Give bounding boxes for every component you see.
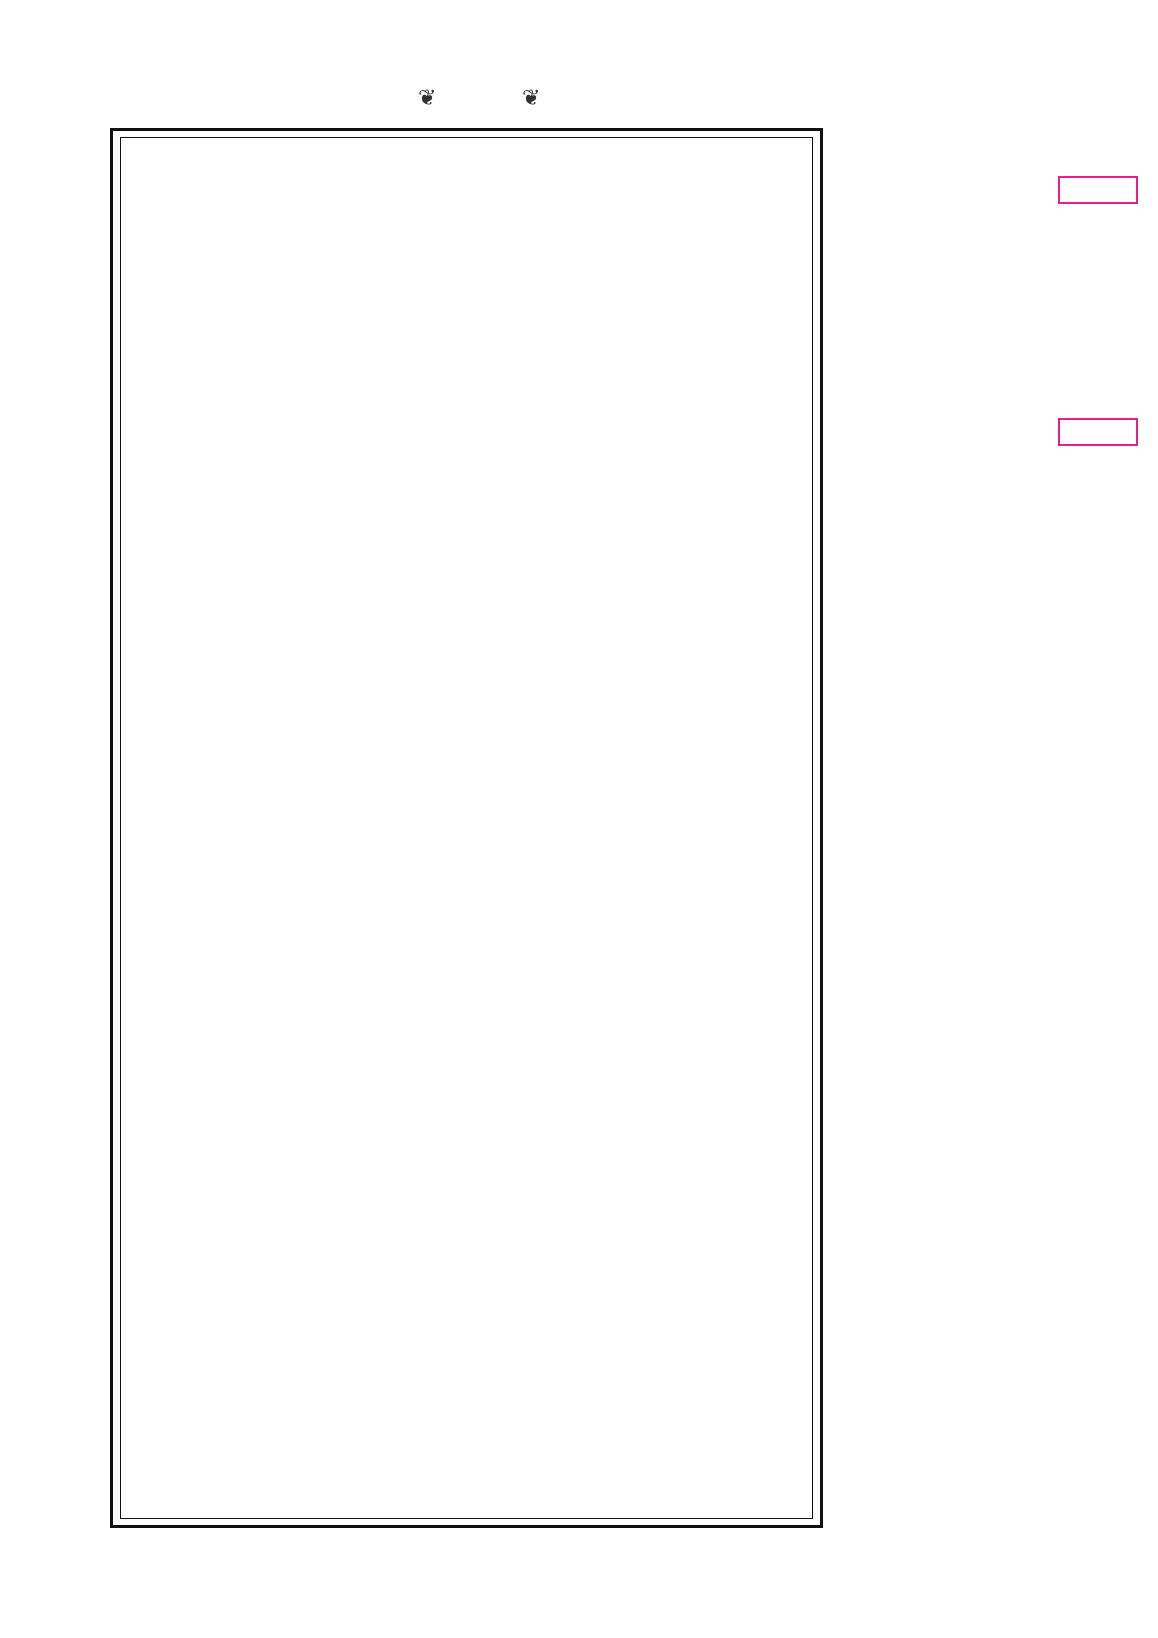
hadith-number-899	[1058, 418, 1138, 446]
main-text-inner-border	[120, 137, 813, 1519]
side-notes-top	[843, 128, 1143, 358]
ornament-left-icon: ❦	[418, 86, 437, 111]
ornament-right-icon: ❦	[522, 86, 541, 111]
